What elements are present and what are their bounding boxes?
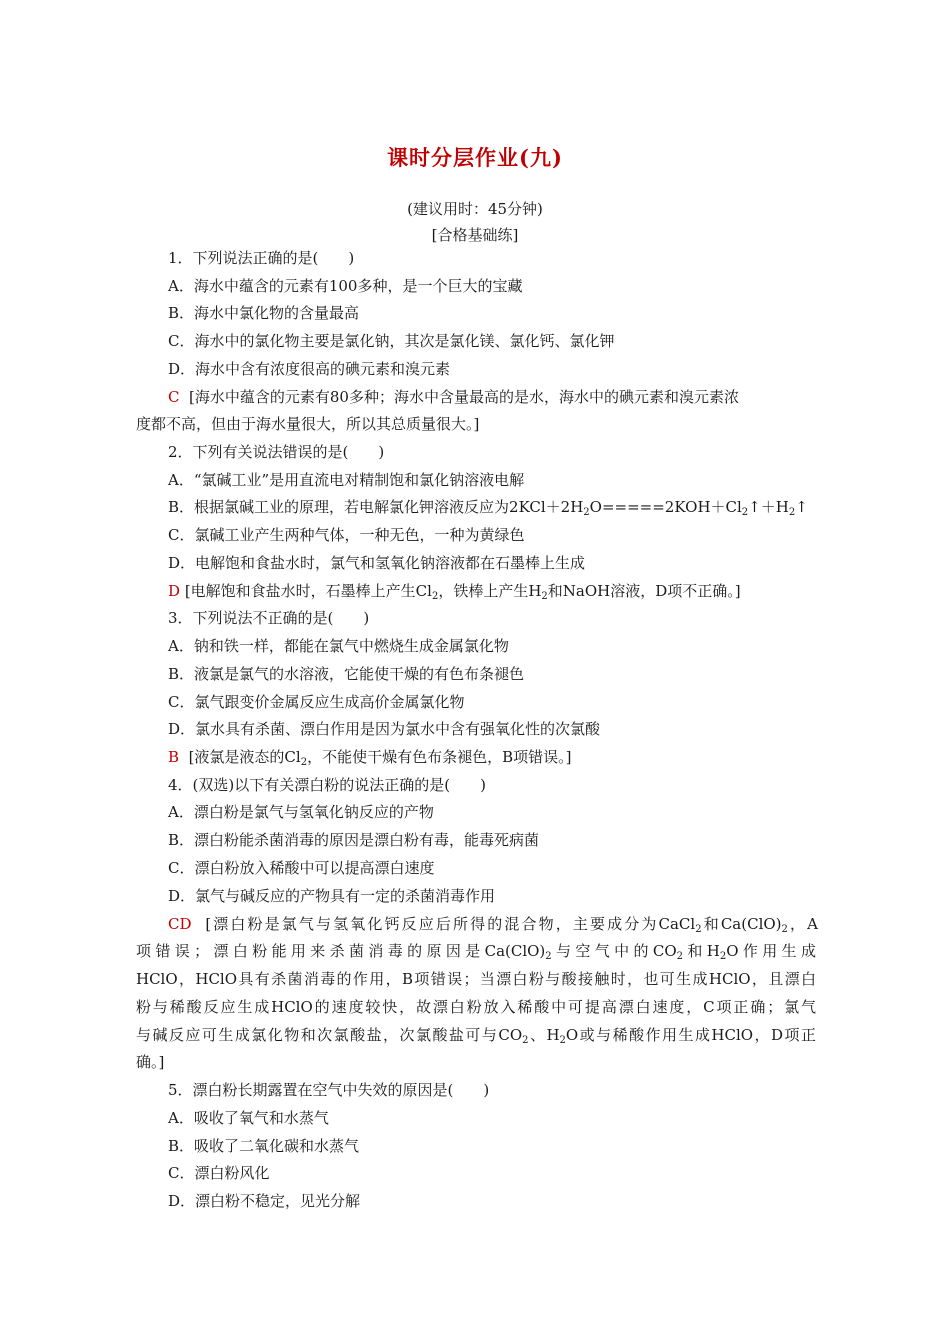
q5-option-d: D．漂白粉不稳定，见光分解: [168, 1192, 361, 1210]
q4-exp-line4: 粉与稀酸反应生成HClO的速度较快，故漂白粉放入稀酸中可提高漂白速度，C项正确；氯气: [136, 998, 816, 1016]
q4-option-a: A．漂白粉是氯气与氢氧化钠反应的产物: [168, 803, 434, 821]
q3-option-c: C．氯气跟变价金属反应生成高价金属氯化物: [168, 693, 465, 711]
q2-option-d: D．电解饱和食盐水时，氯气和氢氧化钠溶液都在石墨棒上生成: [168, 554, 586, 572]
q1-option-a: A．海水中蕴含的元素有100多种，是一个巨大的宝藏: [168, 277, 523, 295]
q4-option-b: B．漂白粉能杀菌消毒的原因是漂白粉有毒，能毒死病菌: [168, 831, 540, 849]
q1-exp-line1: [海水中蕴含的元素有80多种；海水中含量最高的是水，海水中的碘元素和溴元素浓: [189, 388, 739, 406]
q1-option-c: C．海水中的氯化物主要是氯化钠，其次是氯化镁、氯化钙、氯化钾: [168, 332, 615, 350]
q4-exp-line1: CD [漂白粉是氯气与氢氧化钙反应后所得的混合物，主要成分为CaCl$_2$和$Ca(ClO)_2$，A: [168, 915, 818, 935]
q2-answer: D: [168, 582, 181, 600]
q3-explanation: B [液氯是液态的$Cl_2$，不能使干燥有色布条褪色，B项错误。]: [168, 748, 572, 768]
q3-stem: 3．下列说法不正确的是( ): [168, 609, 370, 627]
q5-option-b: B．吸收了二氧化碳和水蒸气: [168, 1137, 360, 1155]
q1-answer: C: [168, 388, 180, 406]
q1-option-b: B．海水中氯化物的含量最高: [168, 304, 360, 322]
section-heading: [合格基础练]: [431, 226, 519, 244]
time-note: (建议用时：45分钟): [407, 200, 543, 218]
q3-option-b: B．液氯是氯气的水溶液，它能使干燥的有色布条褪色: [168, 665, 525, 683]
q5-stem: 5．漂白粉长期露置在空气中失效的原因是( ): [168, 1081, 490, 1099]
q3-answer: B: [168, 748, 180, 766]
q2-option-b: B．根据氯碱工业的原理，若电解氯化钾溶液反应为$2KCl+2H_2O=====2KOH+Cl_2↑+H_2↑$: [168, 498, 808, 518]
q4-exp-line6: 确。]: [136, 1053, 165, 1071]
q4-answer: CD: [168, 915, 192, 933]
q5-option-c: C．漂白粉风化: [168, 1164, 270, 1182]
q1-explanation: [168, 387, 818, 407]
q5-option-a: A．吸收了氧气和水蒸气: [168, 1109, 329, 1127]
q2-option-a: A．“氯碱工业”是用直流电对精制饱和氯化钠溶液电解: [168, 471, 525, 489]
q4-exp-line3: HClO，HClO具有杀菌消毒的作用，B项错误；当漂白粉与酸接触时，也可生成HClO，且漂白: [136, 970, 816, 988]
q3-option-d: D．氯水具有杀菌、漂白作用是因为氯水中含有强氧化性的次氯酸: [168, 720, 601, 738]
q1-stem: 1．下列说法正确的是( ): [168, 249, 355, 267]
q2-stem: 2．下列有关说法错误的是( ): [168, 443, 385, 461]
q4-stem: 4．(双选)以下有关漂白粉的说法正确的是( ): [168, 776, 486, 794]
q4-exp-line2: 项错误；漂白粉能用来杀菌消毒的原因是$Ca(ClO)_2$与空气中的$CO_2$和$H_2O$作用生成: [136, 942, 816, 962]
q4-exp-line5: 与碱反应可生成氯化物和次氯酸盐，次氯酸盐可与$CO_2$、$H_2O$或与稀酸作用生成HClO，D项正: [136, 1026, 816, 1046]
q4-option-c: C．漂白粉放入稀酸中可以提高漂白速度: [168, 859, 435, 877]
page-title: 课时分层作业(九): [387, 145, 563, 170]
q1-exp-line2: 度都不高，但由于海水量很大，所以其总质量很大。]: [136, 415, 480, 433]
q2-option-c: C．氯碱工业产生两种气体，一种无色，一种为黄绿色: [168, 526, 525, 544]
q4-option-d: D．氯气与碱反应的产物具有一定的杀菌消毒作用: [168, 887, 496, 905]
q2-explanation: D [电解饱和食盐水时，石墨棒上产生$Cl_2$，铁棒上产生$H_2$和NaOH溶液，D项不正确。]: [168, 582, 741, 602]
q1-option-d: D．海水中含有浓度很高的碘元素和溴元素: [168, 360, 451, 378]
q3-option-a: A．钠和铁一样，都能在氯气中燃烧生成金属氯化物: [168, 637, 509, 655]
